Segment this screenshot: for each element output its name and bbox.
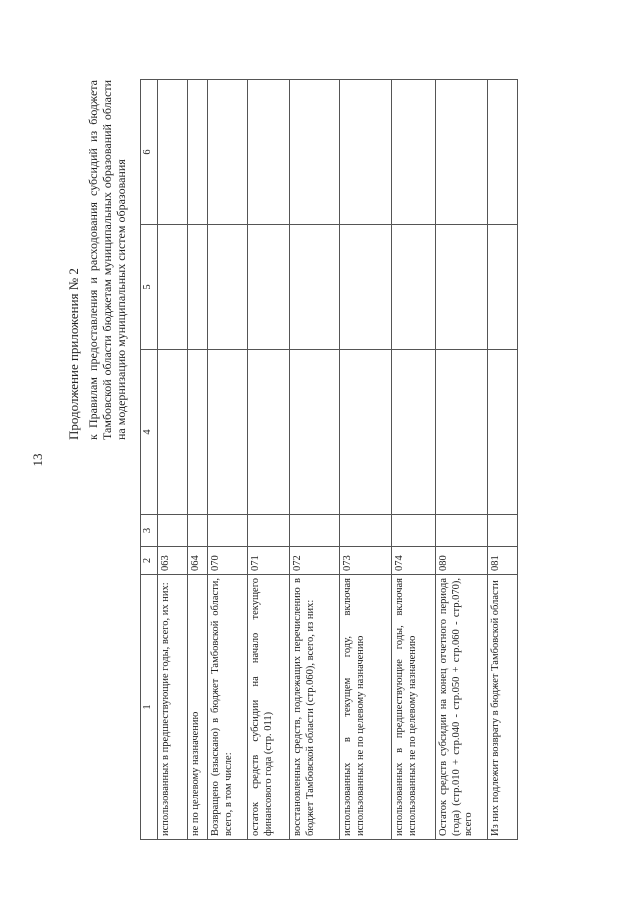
table-row [290,80,340,840]
row-code: 080 [436,547,488,575]
row-code: 071 [248,547,290,575]
subsidy-table [140,79,518,840]
empty-cell [392,350,436,515]
appendix-title: Продолжение приложения № 2 [66,268,81,440]
empty-cell [208,350,248,515]
table-row [208,80,248,840]
empty-cell [290,515,340,547]
row-label: использованных в предшествующие годы, всего, их них: [158,575,188,840]
header-cell: 1 [141,575,158,840]
row-label: Остаток средств субсидии на конец отчетного периода (года) (стр.010 + стр.040 - стр.050 + стр.060 - стр.070), всего [436,575,488,840]
empty-cell [248,80,290,225]
empty-cell [158,80,188,225]
empty-cell [290,80,340,225]
header-cell: 6 [141,80,158,225]
row-code: 073 [340,547,392,575]
empty-cell [248,350,290,515]
row-code: 072 [290,547,340,575]
empty-cell [436,80,488,225]
table-row [340,80,392,840]
row-label: Из них подлежит возврату в бюджет Тамбовской области [488,575,518,840]
row-label: остаток средств субсидии на начало текущего финансового года (стр. 011) [248,575,290,840]
table-row [488,80,518,840]
empty-cell [208,515,248,547]
empty-cell [188,225,208,350]
appendix-subtitle: к Правилам предоставления и расходования субсидий из бюджета Тамбовской области бюджетам муниципальных образований области на модернизацию муниципальных систем образования [86,80,128,440]
empty-cell [340,80,392,225]
row-code: 070 [208,547,248,575]
empty-cell [392,225,436,350]
empty-cell [488,515,518,547]
row-code: 063 [158,547,188,575]
empty-cell [208,80,248,225]
table-header-row [141,80,158,840]
empty-cell [488,225,518,350]
empty-cell [290,350,340,515]
row-label: Возвращено (взыскано) в бюджет Тамбовской области, всего, в том числе: [208,575,248,840]
header-cell: 5 [141,225,158,350]
row-code: 064 [188,547,208,575]
empty-cell [248,225,290,350]
empty-cell [340,350,392,515]
empty-cell [340,225,392,350]
table-row [436,80,488,840]
row-code: 081 [488,547,518,575]
empty-cell [188,515,208,547]
table-row [188,80,208,840]
empty-cell [158,515,188,547]
row-label: не по целевому назначению [188,575,208,840]
table-row [248,80,290,840]
page-number: 13 [30,453,45,467]
empty-cell [488,80,518,225]
empty-cell [340,515,392,547]
empty-cell [488,350,518,515]
row-code: 074 [392,547,436,575]
row-label: использованных в текущем году, включая использованных не по целевому назначению [340,575,392,840]
empty-cell [158,350,188,515]
empty-cell [188,80,208,225]
empty-cell [436,350,488,515]
header-cell: 3 [141,515,158,547]
header-cell: 2 [141,547,158,575]
row-label: восстановленных средств, подлежащих перечислению в бюджет Тамбовской области (стр.060), всего, из них: [290,575,340,840]
table-row [158,80,188,840]
empty-cell [248,515,290,547]
row-label: использованных в предшествующие годы, включая использованных не по целевому назначению [392,575,436,840]
empty-cell [392,515,436,547]
header-cell: 4 [141,350,158,515]
empty-cell [188,350,208,515]
empty-cell [392,80,436,225]
empty-cell [436,225,488,350]
empty-cell [290,225,340,350]
empty-cell [158,225,188,350]
empty-cell [436,515,488,547]
table-row [392,80,436,840]
empty-cell [208,225,248,350]
rotated-page [30,80,530,840]
